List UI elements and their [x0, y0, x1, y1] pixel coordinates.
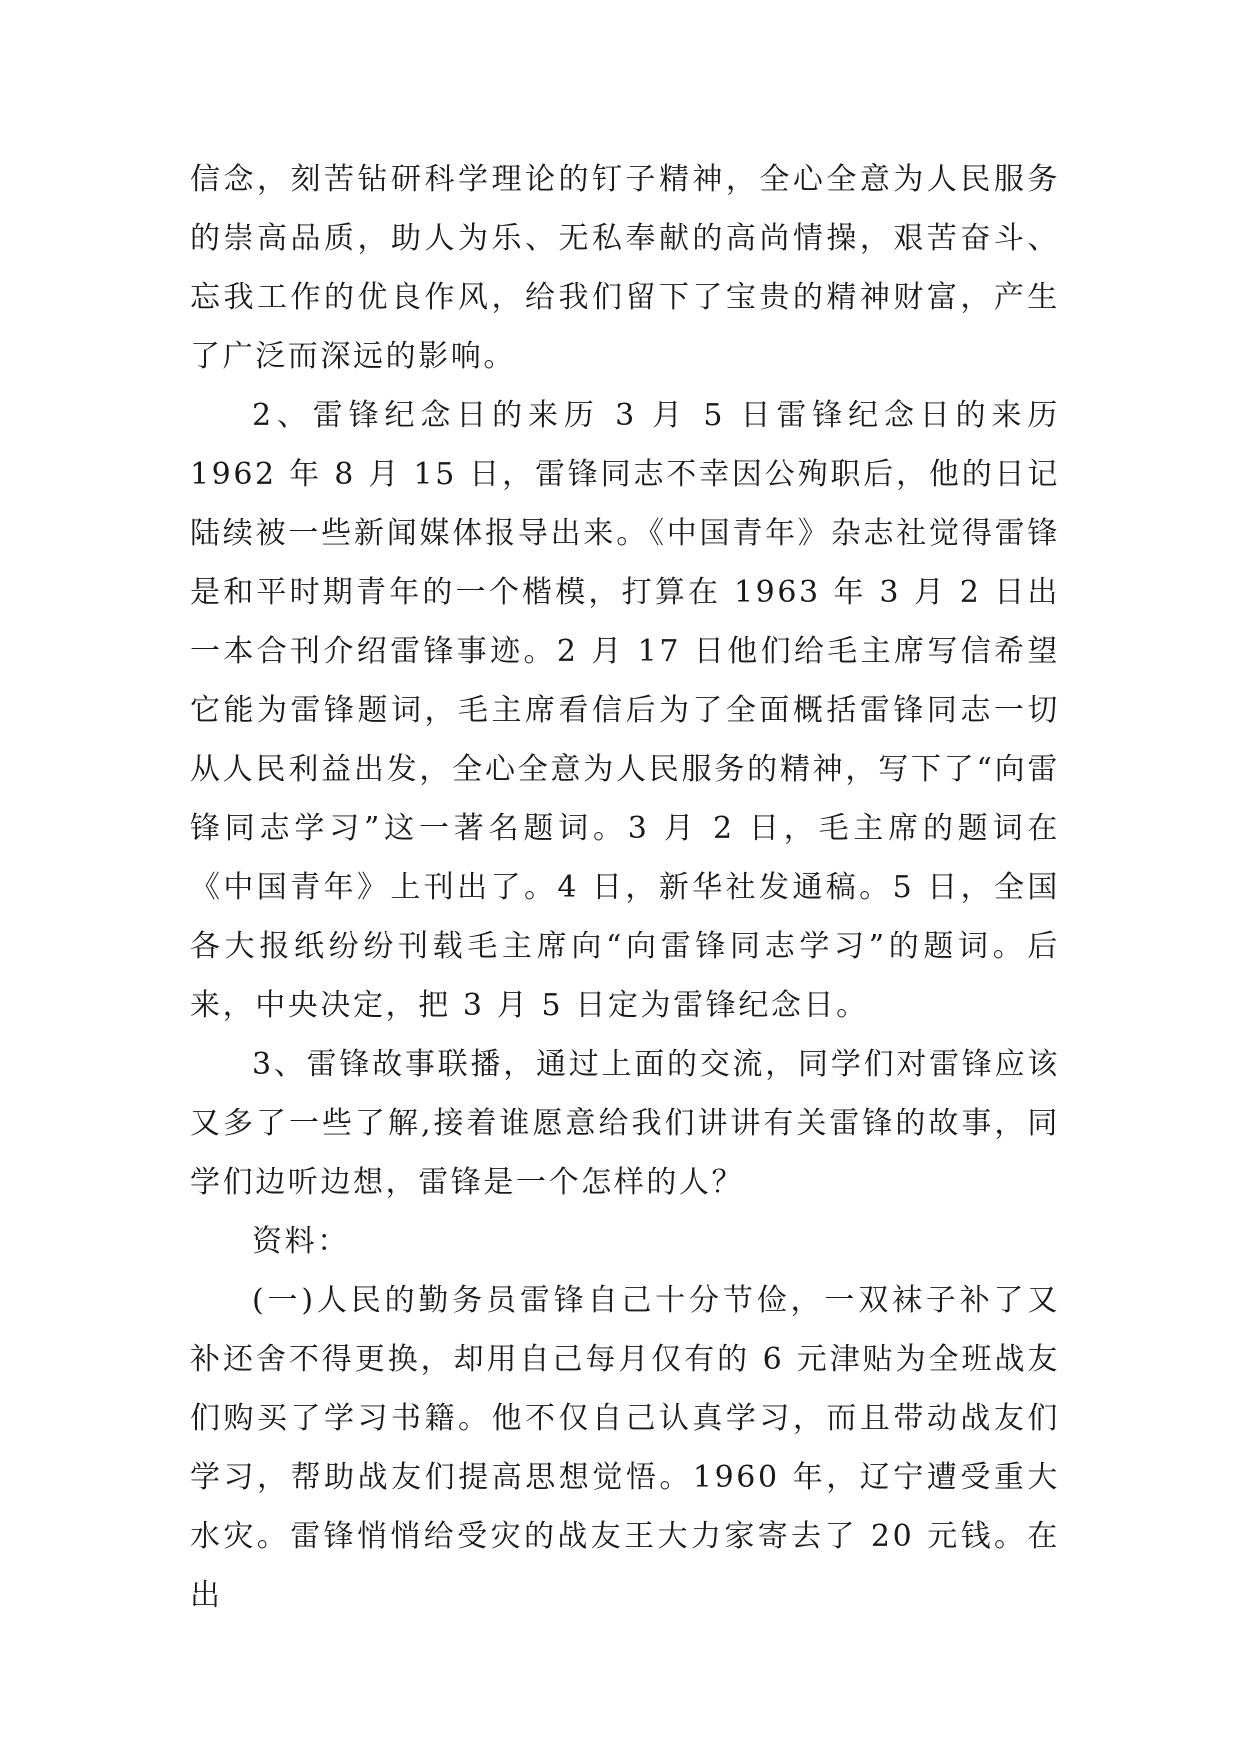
paragraph-memorial-day-origin: 2、雷锋纪念日的来历 3 月 5 日雷锋纪念日的来历 1962 年 8 月 15 日，雷锋同志不幸因公殉职后，他的日记陆续被一些新闻媒体报导出来。《中国青年》杂志社觉得雷锋是和平时期青年的一个楷模，打算在 1963 年 3 月 2 日出一本合刊介绍雷锋事迹。2 月 17 日他们给毛主席写信希望它能为雷锋题词，毛主席看信后为了全面概括雷锋同志一切从人民利益出发，全心全意为人民服务的精神，写下了“向雷锋同志学习”这一著名题词。3 月 2 日，毛主席的题词在《中国青年》上刊出了。4 日，新华社发通稿。5 日，全国各大报纸纷纷刊载毛主席向“向雷锋同志学习”的题词。后来，中央决定，把 3 月 5 日定为雷锋纪念日。: [190, 398, 1060, 1023]
paragraph-story-broadcast: 3、雷锋故事联播，通过上面的交流，同学们对雷锋应该又多了一些了解,接着谁愿意给我们讲讲有关雷锋的故事，同学们边听边想，雷锋是一个怎样的人？: [190, 1047, 1060, 1200]
paragraph-continuation: 信念，刻苦钻研科学理论的钉子精神，全心全意为人民服务的崇高品质，助人为乐、无私奉献的高尚情操，艰苦奋斗、忘我工作的优良作风，给我们留下了宝贵的精神财富，产生了广泛而深远的影响。: [190, 162, 1060, 374]
paragraph-materials-heading: 资料：: [252, 1224, 350, 1259]
paragraph-story-one: (一)人民的勤务员雷锋自己十分节俭，一双袜子补了又补还舍不得更换，却用自己每月仅有的 6 元津贴为全班战友们购买了学习书籍。他不仅自己认真学习，而且带动战友们学习，帮助战友们提高思想觉悟。1960 年，辽宁遭受重大水灾。雷锋悄悄给受灾的战友王大力家寄去了 20 元钱。在出: [190, 1283, 1060, 1613]
document-body: [190, 150, 1060, 1625]
